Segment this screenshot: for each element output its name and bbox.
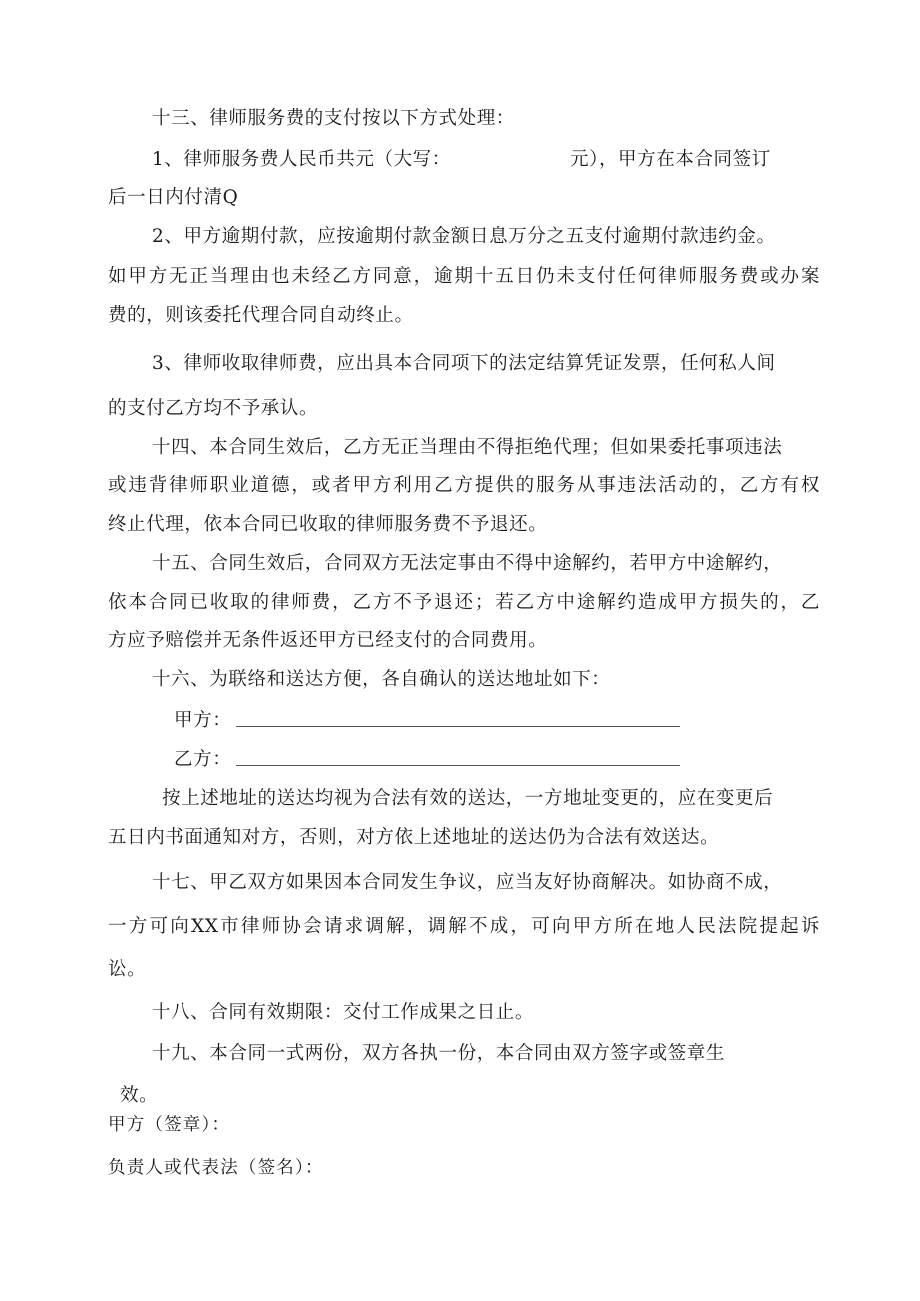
clause13-heading: 十三、律师服务费的支付按以下方式处理： <box>152 108 515 129</box>
clause15-line3: 方应予赔偿并无条件返还甲方已经支付的合同费用。 <box>108 630 548 651</box>
clause17-line2: 一方可向XX市律师协会请求调解，调解不成，可向甲方所在地人民法院提起诉 <box>108 916 820 937</box>
clause13-item2-line3: 费的，则该委托代理合同自动终止。 <box>108 305 414 326</box>
party-b-address-label: 乙方： <box>174 749 232 770</box>
clause13-item1-unit: 元），甲方在本合同签订 <box>570 149 771 170</box>
clause19-line2: 效。 <box>120 1085 159 1106</box>
clause15-line2: 依本合同已收取的律师费，乙方不予退还；若乙方中途解约造成甲方损失的，乙 <box>108 592 820 613</box>
clause18-line1: 十八、合同有效期限：交付工作成果之日止。 <box>152 1002 535 1023</box>
clause16-heading: 十六、为联络和送达方便，各自确认的送达地址如下： <box>152 669 611 690</box>
party-a-address-label: 甲方： <box>174 710 232 731</box>
clause16-note-line1: 按上述地址的送达均视为合法有效的送达，一方地址变更的，应在变更后 <box>162 788 774 809</box>
clause17-line1: 十七、甲乙双方如果因本合同发生争议，应当友好协商解决。如协商不成， <box>152 872 783 893</box>
representative-signature-label: 负责人或代表法（签名）： <box>108 1158 324 1178</box>
clause14-line2: 或违背律师职业道德，或者甲方利用乙方提供的服务从事违法活动的，乙方有权 <box>108 475 820 496</box>
clause14-line1: 十四、本合同生效后，乙方无正当理由不得拒绝代理；但如果委托事项违法 <box>152 437 783 458</box>
party-a-signature-label: 甲方（签章）： <box>108 1115 231 1135</box>
clause19-line1: 十九、本合同一式两份，双方各执一份，本合同由双方签字或签章生 <box>152 1043 726 1064</box>
clause17-line3: 讼。 <box>108 959 147 980</box>
clause15-line1: 十五、合同生效后，合同双方无法定事由不得中途解约，若甲方中途解约， <box>152 553 783 574</box>
clause13-item3-line1: 3、律师收取律师费，应出具本合同项下的法定结算凭证发票，任何私人间 <box>152 353 776 374</box>
clause13-item2-line2: 如甲方无正当理由也未经乙方同意，逾期十五日仍未支付任何律师服务费或办案 <box>108 266 820 287</box>
party-a-address-line <box>236 726 680 727</box>
clause13-item1-line2: 后一日内付清Q <box>108 187 239 208</box>
clause13-item3-line2: 的支付乙方均不予承认。 <box>108 398 319 419</box>
clause13-item1-line1: 1、律师服务费人民币共元（大写： <box>152 149 451 170</box>
clause16-note-line2: 五日内书面通知对方，否则，对方依上述地址的送达仍为合法有效送达。 <box>108 827 720 848</box>
party-b-address-line <box>236 765 680 766</box>
clause14-line3: 终止代理，依本合同已收取的律师服务费不予退还。 <box>108 514 548 535</box>
clause13-item2-line1: 2、甲方逾期付款，应按逾期付款金额日息万分之五支付逾期付款违约金。 <box>152 226 776 247</box>
